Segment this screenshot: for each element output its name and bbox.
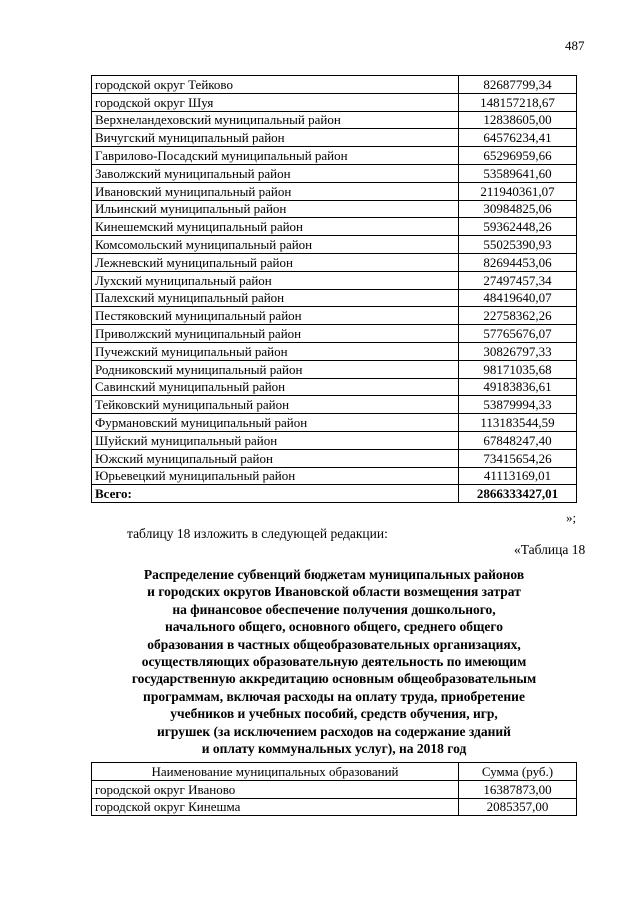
municipality-name: Пестяковский муниципальный район <box>92 307 459 325</box>
table-header-row <box>92 763 577 781</box>
municipality-name: городской округ Тейково <box>92 76 459 94</box>
table-row <box>92 218 577 236</box>
table-row <box>92 431 577 449</box>
municipality-name: городской округ Иваново <box>92 780 459 798</box>
table-row <box>92 360 577 378</box>
municipality-name: Фурмановский муниципальный район <box>92 414 459 432</box>
amount-value: 82687799,34 <box>459 76 577 94</box>
title-line: Распределение субвенций бюджетам муниципальных районов <box>143 567 525 582</box>
table-row <box>92 76 577 94</box>
municipality-name: Палехский муниципальный район <box>92 289 459 307</box>
municipality-name: Пучежский муниципальный район <box>92 342 459 360</box>
municipality-name: Кинешемский муниципальный район <box>92 218 459 236</box>
municipality-name: городской округ Шуя <box>92 93 459 111</box>
amount-value: 12838605,00 <box>459 111 577 129</box>
municipality-name: Заволжский муниципальный район <box>92 164 459 182</box>
subsidy-table-18 <box>91 762 577 816</box>
page-number: 487 <box>565 38 585 53</box>
amount-value: 82694453,06 <box>459 253 577 271</box>
header-amount: Сумма (руб.) <box>459 763 577 781</box>
municipality-name: Вичугский муниципальный район <box>92 129 459 147</box>
amount-value: 113183544,59 <box>459 414 577 432</box>
header-municipality: Наименование муниципальных образований <box>92 763 459 781</box>
title-line: государственную аккредитацию основным общеобразовательным <box>131 671 537 687</box>
table-row <box>92 307 577 325</box>
table-row <box>92 798 577 816</box>
amount-value: 59362448,26 <box>459 218 577 236</box>
table-row <box>92 164 577 182</box>
municipality-name: Савинский муниципальный район <box>92 378 459 396</box>
amount-value: 73415654,26 <box>459 449 577 467</box>
title-line: образования в частных общеобразовательных организациях, <box>147 636 521 652</box>
amount-value: 41113169,01 <box>459 467 577 485</box>
table-row <box>92 271 577 289</box>
municipality-name: Тейковский муниципальный район <box>92 396 459 414</box>
amount-value: 67848247,40 <box>459 431 577 449</box>
title-line: игрушек (за исключением расходов на содержание зданий <box>157 723 511 739</box>
table-row <box>92 200 577 218</box>
amount-value: 211940361,07 <box>459 182 577 200</box>
title-line: и городских округов Ивановской области возмещения затрат <box>147 584 521 600</box>
municipality-name: Шуйский муниципальный район <box>92 431 459 449</box>
municipality-name: Комсомольский муниципальный район <box>92 236 459 254</box>
amount-value: 53879994,33 <box>459 396 577 414</box>
municipality-name: Юрьевецкий муниципальный район <box>92 467 459 485</box>
table-row <box>92 129 577 147</box>
amount-value: 57765676,07 <box>459 325 577 343</box>
amount-value: 65296959,66 <box>459 147 577 165</box>
title-line: программам, включая расходы на оплату труда, приобретение <box>143 688 525 704</box>
amount-value: 64576234,41 <box>459 129 577 147</box>
table-row <box>92 182 577 200</box>
table-row <box>92 780 577 798</box>
amount-value: 27497457,34 <box>459 271 577 289</box>
municipality-name: Лежневский муниципальный район <box>92 253 459 271</box>
table-row <box>92 467 577 485</box>
amount-value: 2085357,00 <box>459 798 577 816</box>
municipality-name: городской округ Кинешма <box>92 798 459 816</box>
table-row <box>92 147 577 165</box>
total-value: 2866333427,01 <box>459 485 577 503</box>
amount-value: 98171035,68 <box>459 360 577 378</box>
table-title <box>91 566 577 757</box>
municipality-name: Ивановский муниципальный район <box>92 182 459 200</box>
title-line: начального общего, основного общего, среднего общего <box>165 619 503 635</box>
municipality-name: Верхнеландеховский муниципальный район <box>92 111 459 129</box>
table-row <box>92 449 577 467</box>
amount-value: 30826797,33 <box>459 342 577 360</box>
table-row <box>92 236 577 254</box>
table-label: «Таблица 18 <box>514 542 586 557</box>
title-line: учебников и учебных пособий, средств обучения, игр, <box>170 706 498 722</box>
table-row <box>92 325 577 343</box>
amount-value: 30984825,06 <box>459 200 577 218</box>
table-row <box>92 342 577 360</box>
amount-value: 55025390,93 <box>459 236 577 254</box>
amount-value: 48419640,07 <box>459 289 577 307</box>
table-row <box>92 378 577 396</box>
amount-value: 22758362,26 <box>459 307 577 325</box>
amount-value: 16387873,00 <box>459 780 577 798</box>
municipality-name: Родниковский муниципальный район <box>92 360 459 378</box>
total-label: Всего: <box>92 485 459 503</box>
table-row <box>92 289 577 307</box>
amount-value: 53589641,60 <box>459 164 577 182</box>
subsidy-table-continued <box>91 75 577 503</box>
table-row <box>92 396 577 414</box>
table-row <box>92 93 577 111</box>
municipality-name: Лухский муниципальный район <box>92 271 459 289</box>
amount-value: 49183836,61 <box>459 378 577 396</box>
instruction-text: таблицу 18 изложить в следующей редакции: <box>127 526 388 541</box>
municipality-name: Приволжский муниципальный район <box>92 325 459 343</box>
title-line: на финансовое обеспечение получения дошкольного, <box>172 601 496 617</box>
municipality-name: Ильинский муниципальный район <box>92 200 459 218</box>
table-row <box>92 111 577 129</box>
amount-value: 148157218,67 <box>459 93 577 111</box>
table-row <box>92 253 577 271</box>
title-line: и оплату коммунальных услуг), на 2018 год <box>201 741 467 757</box>
closing-quote: »; <box>566 510 577 525</box>
municipality-name: Гаврилово-Посадский муниципальный район <box>92 147 459 165</box>
municipality-name: Южский муниципальный район <box>92 449 459 467</box>
total-row <box>92 485 577 503</box>
title-line: осуществляющих образовательную деятельность по имеющим <box>141 654 527 670</box>
table-row <box>92 414 577 432</box>
